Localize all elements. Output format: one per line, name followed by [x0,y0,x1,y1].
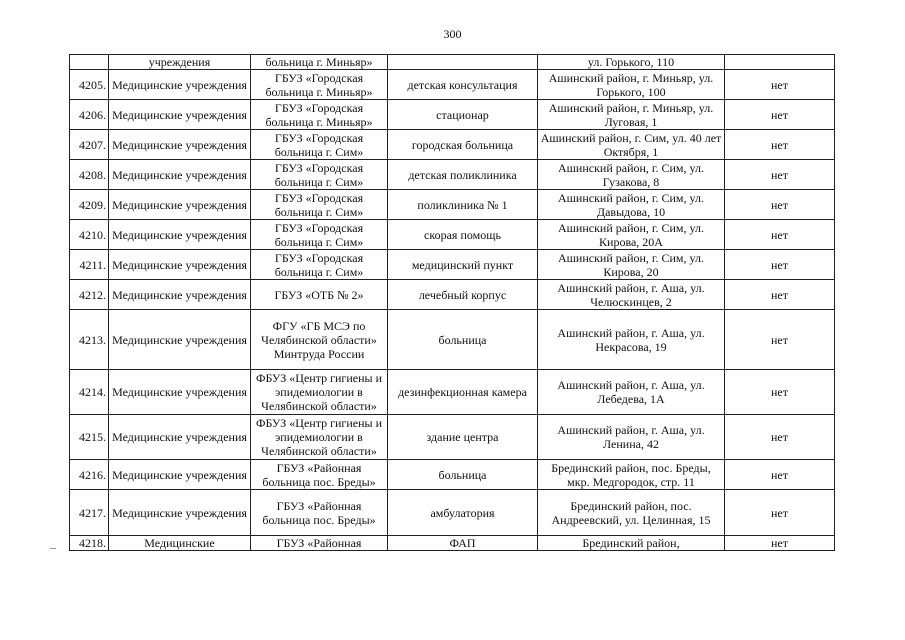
row-number: 4211. [70,250,109,280]
table-row [70,415,835,460]
address-cell: Ашинский район, г. Миньяр, ул. Луговая, 1 [538,100,725,130]
object-cell [388,55,538,70]
organization-cell: ФГУ «ГБ МСЭ по Челябинской области» Минтруда России [251,310,388,370]
status-cell: нет [725,280,835,310]
object-cell: медицинский пункт [388,250,538,280]
row-number: 4209. [70,190,109,220]
row-number: 4210. [70,220,109,250]
row-number: 4213. [70,310,109,370]
address-cell: Брединский район, [538,536,725,551]
organization-cell: ГБУЗ «Городская больница г. Миньяр» [251,70,388,100]
organization-cell: больница г. Миньяр» [251,55,388,70]
scan-mark [50,548,56,549]
organization-cell: ФБУЗ «Центр гигиены и эпидемиологии в Челябинской области» [251,370,388,415]
row-number: 4216. [70,460,109,490]
status-cell: нет [725,220,835,250]
registry-table [69,54,835,551]
category-cell: Медицинские учреждения [109,70,251,100]
status-cell: нет [725,310,835,370]
table-row [70,220,835,250]
organization-cell: ГБУЗ «Городская больница г. Миньяр» [251,100,388,130]
object-cell: детская поликлиника [388,160,538,190]
category-cell: Медицинские учреждения [109,160,251,190]
status-cell: нет [725,460,835,490]
category-cell: Медицинские учреждения [109,100,251,130]
category-cell: Медицинские [109,536,251,551]
status-cell: нет [725,370,835,415]
address-cell: Ашинский район, г. Сим, ул. Кирова, 20 [538,250,725,280]
table-row [70,460,835,490]
address-cell: Брединский район, пос. Андреевский, ул. Целинная, 15 [538,490,725,536]
status-cell: нет [725,190,835,220]
object-cell: больница [388,460,538,490]
address-cell: Ашинский район, г. Сим, ул. 40 лет Октября, 1 [538,130,725,160]
table-row [70,250,835,280]
category-cell: Медицинские учреждения [109,220,251,250]
organization-cell: ГБУЗ «ОТБ № 2» [251,280,388,310]
category-cell: Медицинские учреждения [109,190,251,220]
row-number: 4217. [70,490,109,536]
category-cell: Медицинские учреждения [109,250,251,280]
object-cell: лечебный корпус [388,280,538,310]
organization-cell: ГБУЗ «Городская больница г. Сим» [251,130,388,160]
organization-cell: ГБУЗ «Районная [251,536,388,551]
object-cell: больница [388,310,538,370]
organization-cell: ФБУЗ «Центр гигиены и эпидемиологии в Челябинской области» [251,415,388,460]
object-cell: амбулатория [388,490,538,536]
object-cell: поликлиника № 1 [388,190,538,220]
table-row [70,70,835,100]
status-cell: нет [725,160,835,190]
address-cell: ул. Горького, 110 [538,55,725,70]
table-row [70,536,835,551]
row-number: 4207. [70,130,109,160]
row-number: 4205. [70,70,109,100]
address-cell: Ашинский район, г. Аша, ул. Челюскинцев, 2 [538,280,725,310]
table-row [70,100,835,130]
row-number: 4208. [70,160,109,190]
status-cell: нет [725,130,835,160]
category-cell: Медицинские учреждения [109,370,251,415]
status-cell: нет [725,70,835,100]
object-cell: стационар [388,100,538,130]
address-cell: Ашинский район, г. Сим, ул. Давыдова, 10 [538,190,725,220]
status-cell: нет [725,415,835,460]
address-cell: Ашинский район, г. Аша, ул. Лебедева, 1А [538,370,725,415]
row-number: 4206. [70,100,109,130]
table-row [70,490,835,536]
category-cell: Медицинские учреждения [109,415,251,460]
table-row [70,190,835,220]
object-cell: городская больница [388,130,538,160]
organization-cell: ГБУЗ «Городская больница г. Сим» [251,220,388,250]
table-row [70,130,835,160]
row-number [70,55,109,70]
organization-cell: ГБУЗ «Городская больница г. Сим» [251,190,388,220]
address-cell: Брединский район, пос. Бреды, мкр. Медгородок, стр. 11 [538,460,725,490]
table-row [70,160,835,190]
category-cell: Медицинские учреждения [109,280,251,310]
table-row [70,280,835,310]
table-row [70,55,835,70]
object-cell: здание центра [388,415,538,460]
row-number: 4212. [70,280,109,310]
page-number: 300 [443,27,462,41]
row-number: 4215. [70,415,109,460]
category-cell: Медицинские учреждения [109,460,251,490]
object-cell: скорая помощь [388,220,538,250]
category-cell: Медицинские учреждения [109,490,251,536]
table-row [70,310,835,370]
object-cell: дезинфекционная камера [388,370,538,415]
category-cell: учреждения [109,55,251,70]
object-cell: ФАП [388,536,538,551]
organization-cell: ГБУЗ «Районная больница пос. Бреды» [251,460,388,490]
row-number: 4214. [70,370,109,415]
category-cell: Медицинские учреждения [109,310,251,370]
address-cell: Ашинский район, г. Миньяр, ул. Горького, 100 [538,70,725,100]
status-cell: нет [725,100,835,130]
organization-cell: ГБУЗ «Районная больница пос. Бреды» [251,490,388,536]
status-cell: нет [725,490,835,536]
address-cell: Ашинский район, г. Аша, ул. Некрасова, 19 [538,310,725,370]
object-cell: детская консультация [388,70,538,100]
organization-cell: ГБУЗ «Городская больница г. Сим» [251,160,388,190]
address-cell: Ашинский район, г. Аша, ул. Ленина, 42 [538,415,725,460]
status-cell: нет [725,250,835,280]
category-cell: Медицинские учреждения [109,130,251,160]
status-cell [725,55,835,70]
address-cell: Ашинский район, г. Сим, ул. Кирова, 20А [538,220,725,250]
status-cell: нет [725,536,835,551]
table-row [70,370,835,415]
organization-cell: ГБУЗ «Городская больница г. Сим» [251,250,388,280]
row-number: 4218. [70,536,109,551]
address-cell: Ашинский район, г. Сим, ул. Гузакова, 8 [538,160,725,190]
